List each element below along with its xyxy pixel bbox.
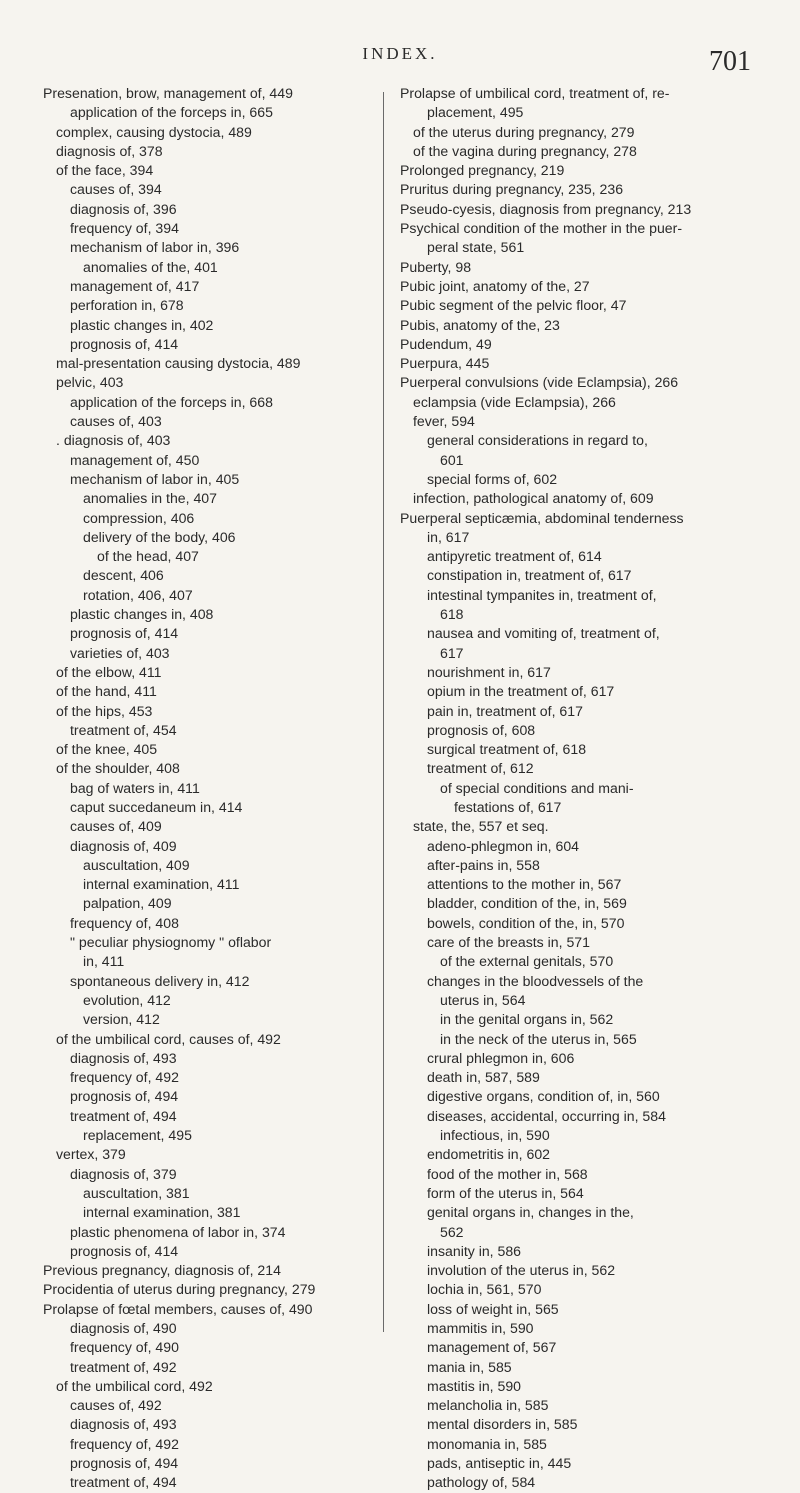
index-entry: death in, 587, 589 (427, 1069, 540, 1086)
index-entry: perforation in, 678 (70, 297, 184, 314)
index-entry: spontaneous delivery in, 412 (70, 972, 250, 989)
index-entry: diagnosis of, 409 (70, 837, 177, 854)
index-entry: mastitis in, 590 (427, 1377, 521, 1394)
index-entry: evolution, 412 (83, 991, 171, 1008)
index-entry: frequency of, 492 (70, 1435, 179, 1452)
index-entry: Puerperal convulsions (vide Eclampsia), 266 (400, 374, 679, 391)
running-head: INDEX. (362, 44, 438, 63)
index-entry: treatment of, 492 (70, 1358, 177, 1375)
index-column-left (43, 84, 373, 1493)
index-entry: Pudendum, 49 (400, 335, 492, 352)
index-entry: involution of the uterus in, 562 (427, 1262, 616, 1279)
index-entry: diseases, accidental, occurring in, 584 (427, 1107, 666, 1124)
index-entry: prognosis of, 414 (70, 335, 179, 352)
index-entry: Presenation, brow, management of, 449 (43, 85, 293, 101)
index-entry: surgical treatment of, 618 (427, 741, 587, 758)
index-entry: prognosis of, 494 (70, 1455, 179, 1472)
index-entry: peral state, 561 (427, 239, 525, 256)
column-divider (383, 92, 384, 1332)
index-entry: placement, 495 (427, 104, 524, 121)
index-entry: caput succedaneum in, 414 (70, 798, 243, 815)
index-entry: Prolapse of fœtal members, causes of, 490 (43, 1300, 313, 1317)
index-entry: infection, pathological anatomy of, 609 (413, 490, 654, 507)
index-entry: pain in, treatment of, 617 (427, 702, 583, 719)
index-entry: of the vagina during pregnancy, 278 (413, 142, 637, 159)
index-entry: opium in the treatment of, 617 (427, 683, 615, 700)
index-entry: Prolapse of umbilical cord, treatment of, re- (400, 85, 670, 101)
index-entry: diagnosis of, 396 (70, 200, 177, 217)
index-entry: bowels, condition of the, in, 570 (427, 914, 625, 931)
index-entry: management of, 417 (70, 277, 200, 294)
index-entry: prognosis of, 608 (427, 721, 536, 738)
index-entry: attentions to the mother in, 567 (427, 876, 622, 893)
index-entry: Procidentia of uterus during pregnancy, 279 (43, 1281, 316, 1298)
index-entry: melancholia in, 585 (427, 1397, 549, 1414)
index-entry: mechanism of labor in, 396 (70, 239, 240, 256)
index-entry: crural phlegmon in, 606 (427, 1049, 575, 1066)
index-entry: anomalies of the, 401 (83, 258, 218, 275)
index-entry: prognosis of, 414 (70, 625, 179, 642)
index-entry: food of the mother in, 568 (427, 1165, 588, 1182)
index-entry: mammitis in, 590 (427, 1320, 534, 1336)
index-entry: palpation, 409 (83, 895, 172, 912)
index-entry: diagnosis of, 493 (70, 1416, 177, 1433)
index-entry: of the umbilical cord, 492 (56, 1377, 213, 1394)
index-entry: Pubic joint, anatomy of the, 27 (400, 277, 590, 294)
index-entry: Pubis, anatomy of the, 23 (400, 316, 560, 333)
index-entry: state, the, 557 et seq. (413, 818, 549, 835)
index-entry: 617 (440, 644, 464, 661)
index-entry: causes of, 403 (70, 413, 162, 430)
index-entry: nausea and vomiting of, treatment of, (427, 625, 660, 642)
index-entry: of special conditions and mani- (440, 779, 634, 796)
index-entry: mania in, 585 (427, 1358, 512, 1375)
index-entry: prognosis of, 494 (70, 1088, 179, 1105)
index-entry: intestinal tympanites in, treatment of, (427, 586, 657, 603)
index-entry: lochia in, 561, 570 (427, 1281, 542, 1298)
index-entry: loss of weight in, 565 (427, 1300, 559, 1317)
index-entry: genital organs in, changes in the, (427, 1204, 634, 1221)
index-entry: complex, causing dystocia, 489 (56, 123, 252, 140)
index-entry: Prolonged pregnancy, 219 (400, 162, 565, 179)
index-entry: care of the breasts in, 571 (427, 934, 590, 951)
index-entry: adeno-phlegmon in, 604 (427, 837, 580, 854)
index-entry: Puberty, 98 (400, 258, 472, 275)
index-entry: of the elbow, 411 (56, 663, 162, 680)
index-entry: of the hips, 453 (56, 702, 153, 719)
index-entry: version, 412 (83, 1011, 160, 1028)
index-entry: constipation in, treatment of, 617 (427, 567, 632, 584)
index-entry: eclampsia (vide Eclampsia), 266 (413, 393, 616, 410)
index-entry: monomania in, 585 (427, 1435, 547, 1452)
index-entry: Puerperal septicæmia, abdominal tenderness (400, 509, 684, 526)
index-entry: auscultation, 381 (83, 1184, 190, 1201)
index-entry: changes in the bloodvessels of the (427, 972, 644, 989)
index-entry: management of, 567 (427, 1339, 557, 1356)
index-entry: bladder, condition of the, in, 569 (427, 895, 627, 912)
index-entry: causes of, 394 (70, 181, 162, 198)
index-entry: of the head, 407 (97, 548, 199, 565)
index-entry: nourishment in, 617 (427, 663, 551, 680)
index-entry: in the neck of the uterus in, 565 (440, 1030, 637, 1047)
index-entry: causes of, 409 (70, 818, 162, 835)
index-entry: compression, 406 (83, 509, 195, 526)
index-entry: in the genital organs in, 562 (440, 1011, 614, 1028)
index-entry: special forms of, 602 (427, 470, 558, 487)
index-entry: treatment of, 454 (70, 721, 177, 738)
index-entry: descent, 406 (83, 567, 164, 584)
index-entry: festations of, 617 (454, 798, 562, 815)
index-entry: varieties of, 403 (70, 644, 170, 661)
index-entry: of the uterus during pregnancy, 279 (413, 123, 635, 140)
index-entry: internal examination, 411 (83, 876, 240, 893)
index-entry: treatment of, 612 (427, 760, 534, 777)
index-entry: after-pains in, 558 (427, 856, 540, 873)
index-entry: mental disorders in, 585 (427, 1416, 578, 1433)
index-entry: . diagnosis of, 403 (56, 432, 171, 449)
index-entry: Psychical condition of the mother in the puer- (400, 220, 683, 237)
index-entry: rotation, 406, 407 (83, 586, 193, 603)
index-entry: of the shoulder, 408 (56, 760, 180, 777)
index-entry: plastic changes in, 408 (70, 606, 214, 623)
index-entry: 562 (440, 1223, 464, 1240)
index-entry: Puerpura, 445 (400, 355, 490, 372)
page-number: 701 (709, 46, 751, 77)
index-entry: application of the forceps in, 668 (70, 393, 273, 410)
index-entry: Previous pregnancy, diagnosis of, 214 (43, 1262, 281, 1279)
index-entry: frequency of, 490 (70, 1339, 179, 1356)
index-entry: general considerations in regard to, (427, 432, 648, 449)
index-entry: frequency of, 394 (70, 220, 179, 237)
index-entry: " peculiar physiognomy " oflabor (70, 934, 272, 951)
index-entry: auscultation, 409 (83, 856, 190, 873)
index-entry: in, 617 (427, 528, 470, 545)
index-entry: mal-presentation causing dystocia, 489 (56, 355, 301, 372)
index-entry: of the hand, 411 (56, 683, 157, 700)
index-entry: treatment of, 494 (70, 1474, 177, 1491)
index-entry: insanity in, 586 (427, 1242, 522, 1259)
index-entry: form of the uterus in, 564 (427, 1184, 584, 1201)
index-entry: replacement, 495 (83, 1127, 192, 1144)
index-entry: pads, antiseptic in, 445 (427, 1455, 572, 1472)
page-header (0, 40, 800, 80)
index-entry: management of, 450 (70, 451, 200, 468)
index-entry: internal examination, 381 (83, 1204, 241, 1221)
index-entry: diagnosis of, 379 (70, 1165, 177, 1182)
index-entry: diagnosis of, 378 (56, 142, 163, 159)
index-entry: plastic changes in, 402 (70, 316, 214, 333)
index-entry: prognosis of, 414 (70, 1242, 179, 1259)
index-entry: Pubic segment of the pelvic floor, 47 (400, 297, 627, 314)
index-entry: mechanism of labor in, 405 (70, 470, 240, 487)
index-entry: 618 (440, 606, 464, 623)
index-entry: of the face, 394 (56, 162, 154, 179)
index-entry: anomalies in the, 407 (83, 490, 217, 507)
index-entry: Pruritus during pregnancy, 235, 236 (400, 181, 624, 198)
index-column-right (400, 84, 740, 1493)
index-entry: causes of, 492 (70, 1397, 162, 1414)
index-entry: of the external genitals, 570 (440, 953, 614, 970)
index-entry: endometritis in, 602 (427, 1146, 550, 1163)
index-entry: vertex, 379 (56, 1146, 126, 1163)
index-entry: of the umbilical cord, causes of, 492 (56, 1030, 281, 1047)
index-entry: antipyretic treatment of, 614 (427, 548, 602, 565)
index-entry: frequency of, 408 (70, 914, 179, 931)
index-entry: pelvic, 403 (56, 374, 124, 391)
index-entry: of the knee, 405 (56, 741, 158, 758)
index-entry: diagnosis of, 493 (70, 1049, 177, 1066)
index-entry: uterus in, 564 (440, 991, 526, 1008)
index-entry: digestive organs, condition of, in, 560 (427, 1088, 660, 1105)
index-entry: application of the forceps in, 665 (70, 104, 273, 121)
index-entry: treatment of, 494 (70, 1107, 177, 1124)
index-entry: infectious, in, 590 (440, 1127, 550, 1144)
index-entry: bag of waters in, 411 (70, 779, 200, 796)
index-entry: frequency of, 492 (70, 1069, 179, 1086)
index-entry: diagnosis of, 490 (70, 1320, 177, 1336)
index-entry: delivery of the body, 406 (83, 528, 236, 545)
index-entry: 601 (440, 451, 464, 468)
index-entry: Pseudo-cyesis, diagnosis from pregnancy, 213 (400, 200, 692, 217)
index-entry: plastic phenomena of labor in, 374 (70, 1223, 286, 1240)
index-entry: fever, 594 (413, 413, 475, 430)
index-entry: pathology of, 584 (427, 1474, 536, 1491)
index-entry: in, 411 (83, 953, 125, 970)
